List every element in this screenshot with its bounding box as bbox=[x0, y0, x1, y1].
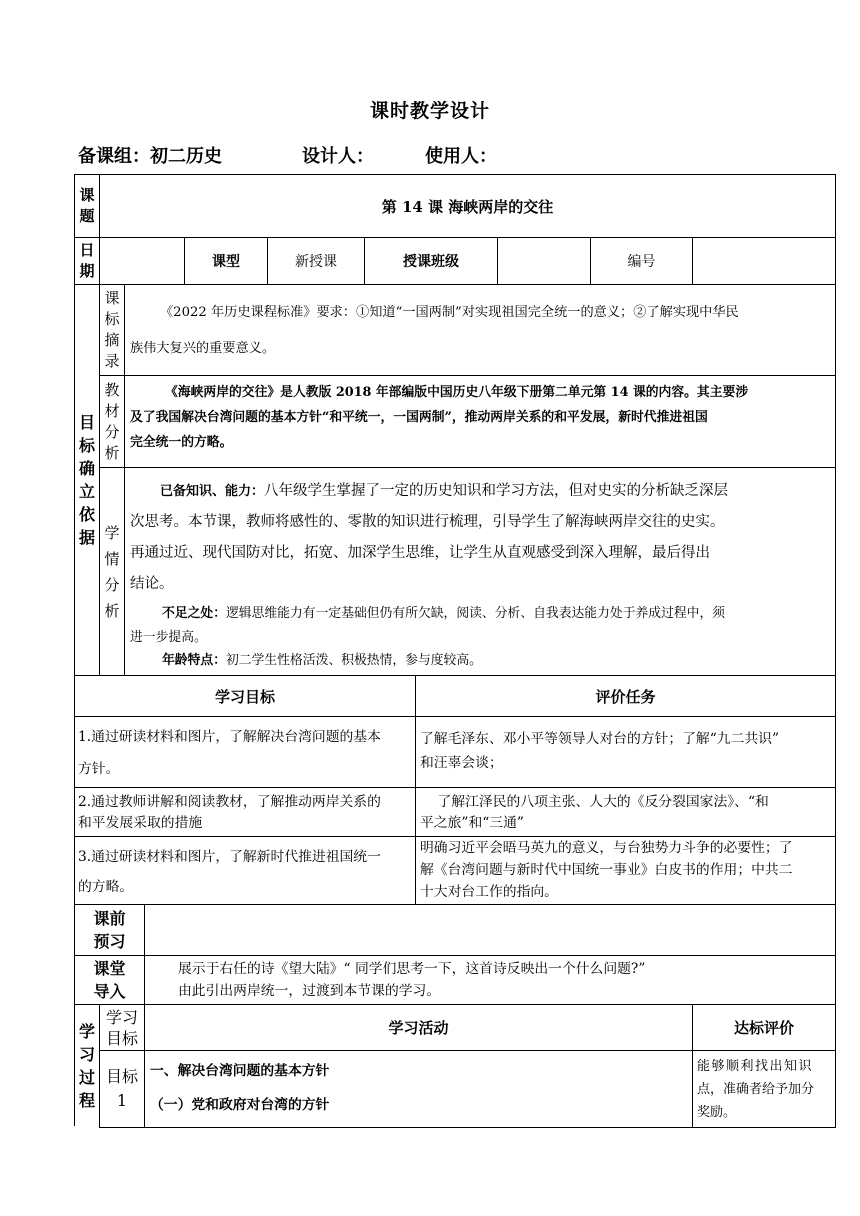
title-row-label: 课 题 bbox=[79, 186, 95, 225]
objective-2-line-1: 2.通过教师讲解和阅读教材，了解推动两岸关系的 bbox=[78, 794, 381, 810]
textbook-line-2: 及了我国解决台湾问题的基本方针“和平统一，一国两制”，推动两岸关系的和平发展，新时代推进祖国 bbox=[130, 410, 708, 425]
standard-line-1: 《2022 年历史课程标准》要求：①知道“一国两制”对实现祖国完全统一的意义；②了解实现中华民 bbox=[160, 305, 739, 320]
objective-1-line-2: 方针。 bbox=[78, 761, 120, 777]
known-line-4: 结论。 bbox=[130, 576, 174, 592]
process-goal-header: 学习 目标 bbox=[105, 1007, 138, 1048]
textbook-line-3: 完全统一的方略。 bbox=[130, 435, 233, 450]
eval-1-line-3: 奖励。 bbox=[697, 1105, 737, 1120]
standard-line-2: 族伟大复兴的重要意义。 bbox=[130, 341, 276, 356]
prep-group-label: 备课组：初二历史 bbox=[78, 146, 222, 167]
objective-3-line-1: 3.通过研读材料和图片，了解新时代推进祖国统一 bbox=[78, 849, 381, 865]
designer-label: 设计人： bbox=[302, 146, 374, 167]
weaknesses bbox=[162, 603, 725, 625]
age-text: 初二学生性格活泼、积极热情，参与度较高。 bbox=[225, 653, 482, 668]
date-value bbox=[100, 238, 184, 284]
age-label: 年龄特点： bbox=[162, 653, 226, 668]
doc-title: 课时教学设计 bbox=[369, 100, 490, 122]
objective-3-line-2: 的方略。 bbox=[78, 879, 134, 895]
weak-label: 不足之处： bbox=[162, 606, 226, 621]
lesson-type-value: 新授课 bbox=[295, 254, 337, 270]
number-value bbox=[693, 238, 835, 284]
standard-label: 课 标 摘 录 bbox=[104, 289, 120, 370]
process-goal-1: 目标 1 bbox=[105, 1067, 138, 1110]
objectives-header: 学习目标 bbox=[214, 687, 275, 706]
date-row-label: 日 期 bbox=[79, 241, 95, 280]
lesson-title: 第 14 课 海峡两岸的交往 bbox=[381, 197, 554, 216]
process-activity-header: 学习活动 bbox=[388, 1019, 449, 1037]
textbook-label: 教 材 分 析 bbox=[104, 380, 120, 462]
process-outer-label: 学 习 过 程 bbox=[78, 1022, 95, 1110]
preview-value bbox=[145, 905, 835, 955]
task-3-line-3: 十大对台工作的指向。 bbox=[420, 884, 558, 900]
process-eval-header: 达标评价 bbox=[733, 1019, 794, 1037]
age-traits bbox=[162, 650, 482, 672]
user-label: 使用人： bbox=[425, 146, 497, 167]
students-label: 学 情 分 析 bbox=[104, 523, 120, 620]
basis-outer-label: 目 标 确 立 依 据 bbox=[78, 413, 95, 547]
task-2-line-1: 了解江泽民的八项主张、人大的《反分裂国家法》、“和 bbox=[420, 794, 769, 810]
known-line-1: 八年级学生掌握了一定的历史知识和学习方法，但对史实的分析缺乏深层 bbox=[264, 483, 729, 499]
known-line-2: 次思考。本节课，教师将感性的、零散的知识进行梳理，引导学生了解海峡两岸交往的史实。 bbox=[130, 514, 725, 530]
task-3-line-1: 明确习近平会晤马英九的意义，与台独势力斗争的必要性；了 bbox=[420, 840, 793, 856]
activity-1-line-2: （一）党和政府对台湾的方针 bbox=[150, 1097, 330, 1113]
known-line-3: 再通过近、现代国防对比，拓宽、加深学生思维，让学生从直观感受到深入理解，最后得出 bbox=[130, 545, 710, 561]
weak-line-2: 进一步提高。 bbox=[130, 630, 207, 645]
task-2-line-2: 平之旅”和“三通” bbox=[420, 815, 524, 831]
weak-line-1: 逻辑思维能力有一定基础但仍有所欠缺，阅读、分析、自我表达能力处于养成过程中，须 bbox=[225, 606, 726, 621]
activity-1-line-1: 一、解决台湾问题的基本方针 bbox=[150, 1063, 330, 1079]
eval-1-line-1: 能够顺利找出知识 bbox=[697, 1059, 814, 1074]
class-value bbox=[498, 238, 590, 284]
known-abilities bbox=[160, 476, 728, 507]
number-label: 编号 bbox=[627, 254, 656, 270]
intro-line-2: 由此引出两岸统一，过渡到本节课的学习。 bbox=[178, 983, 441, 999]
tasks-header: 评价任务 bbox=[595, 687, 656, 706]
task-1-line-1: 了解毛泽东、邓小平等领导人对台的方针；了解“九二共识” bbox=[420, 731, 780, 747]
lesson-type-label: 课型 bbox=[212, 254, 240, 270]
textbook-line-1: 《海峡两岸的交往》是人教版 2018 年部编版中国历史八年级下册第二单元第 14 课的内容。其主要涉 bbox=[165, 385, 749, 400]
intro-line-1: 展示于右任的诗《望大陆》“ 同学们思考一下，这首诗反映出一个什么问题?” bbox=[178, 961, 646, 977]
intro-label: 课堂 导入 bbox=[93, 959, 126, 1001]
class-label: 授课班级 bbox=[403, 254, 459, 270]
preview-label: 课前 预习 bbox=[93, 909, 126, 951]
task-1-line-2: 和汪辜会谈； bbox=[420, 755, 503, 771]
objective-1-line-1: 1.通过研读材料和图片，了解解决台湾问题的基本 bbox=[78, 729, 381, 745]
objective-2-line-2: 和平发展采取的措施 bbox=[78, 815, 203, 831]
known-label: 已备知识、能力： bbox=[160, 484, 265, 499]
task-3-line-2: 解《台湾问题与新时代中国统一事业》白皮书的作用；中共二 bbox=[420, 862, 793, 878]
eval-1-line-2: 点，准确者给予加分 bbox=[697, 1082, 815, 1097]
